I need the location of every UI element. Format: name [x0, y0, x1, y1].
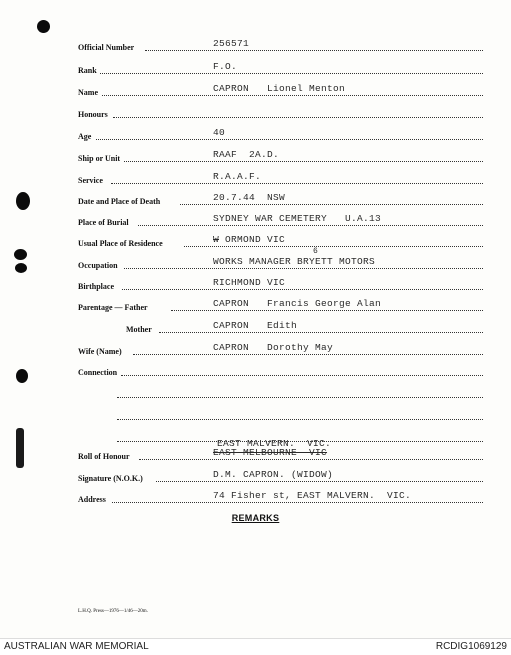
- field-line: [156, 481, 483, 482]
- field-value: D.M. CAPRON. (WIDOW): [213, 469, 334, 480]
- connection-extra-line: [0, 407, 511, 423]
- field-line: [113, 117, 483, 118]
- occupation-correction: 6: [313, 247, 318, 256]
- field-row-birthplace: [0, 277, 511, 293]
- field-line: [100, 73, 483, 74]
- institution-label: AUSTRALIAN WAR MEMORIAL: [4, 641, 149, 652]
- field-line: [138, 225, 483, 226]
- field-value: F.O.: [213, 61, 238, 72]
- field-label: Name: [78, 88, 98, 97]
- field-line: [171, 310, 483, 311]
- field-line: [180, 204, 483, 205]
- field-line: [124, 161, 483, 162]
- field-value: WORKS MANAGER BRYETT MOTORS: [213, 256, 376, 267]
- field-line: [124, 268, 483, 269]
- field-value: CAPRON Francis George Alan: [213, 298, 382, 309]
- field-row-father: [0, 298, 511, 314]
- field-label: Age: [78, 132, 92, 141]
- field-label: Ship or Unit: [78, 154, 121, 163]
- field-row-connection: [0, 363, 511, 379]
- field-label: Official Number: [78, 43, 135, 52]
- field-line: [133, 354, 483, 355]
- field-label: Service: [78, 176, 103, 185]
- field-label: Usual Place of Residence: [78, 239, 163, 248]
- field-line: [111, 183, 483, 184]
- field-line: [117, 397, 483, 398]
- punch-hole: [37, 20, 50, 33]
- reference-code: RCDIG1069129: [435, 641, 507, 652]
- field-row-ship-or-unit: [0, 149, 511, 165]
- field-value: EAST MALVERN. VIC.: [217, 438, 332, 449]
- field-line: [139, 459, 483, 460]
- field-label: Connection: [78, 368, 118, 377]
- field-value: RICHMOND VIC: [213, 277, 286, 288]
- field-line: [122, 289, 483, 290]
- field-row-rank: [0, 61, 511, 77]
- field-row-wife: [0, 342, 511, 358]
- field-value: 74 Fisher st, EAST MALVERN. VIC.: [213, 490, 412, 501]
- field-label: Roll of Honour: [78, 452, 130, 461]
- field-line: [184, 246, 483, 247]
- remarks-heading: REMARKS: [231, 513, 280, 523]
- field-label: Wife (Name): [78, 347, 122, 356]
- connection-extra-line: [0, 385, 511, 401]
- field-value: SYDNEY WAR CEMETERY U.A.13: [213, 213, 382, 224]
- field-value: CAPRON Lionel Menton: [213, 83, 346, 94]
- field-label: Signature (N.O.K.): [78, 474, 143, 483]
- field-line: [117, 419, 483, 420]
- field-value: 40: [213, 127, 226, 138]
- field-label: Place of Burial: [78, 218, 129, 227]
- field-value: R.A.A.F.: [213, 171, 262, 182]
- printer-note: L.H.Q. Press—1976—1/46—20m.: [78, 609, 148, 614]
- field-label: Mother: [126, 325, 152, 334]
- field-line: [145, 50, 483, 51]
- archive-footer: [0, 638, 511, 655]
- struck-value: EAST MELBOURNE VIC: [213, 447, 328, 458]
- field-label: Birthplace: [78, 282, 114, 291]
- field-row-signature: [0, 469, 511, 485]
- field-value: CAPRON Edith: [213, 320, 298, 331]
- field-label: Honours: [78, 110, 108, 119]
- field-row-usual-residence: [0, 234, 511, 250]
- field-row-occupation: [0, 247, 511, 272]
- field-value: 20.7.44 NSW: [213, 192, 286, 203]
- field-value: RAAF 2A.D.: [213, 149, 280, 160]
- field-label: Occupation: [78, 261, 118, 270]
- field-row-mother: [0, 320, 511, 336]
- field-label: Address: [78, 495, 106, 504]
- field-value: CAPRON Dorothy May: [213, 342, 334, 353]
- field-row-date-place-death: [0, 192, 511, 208]
- field-value: ORMOND VIC: [225, 234, 286, 245]
- field-row-place-burial: [0, 213, 511, 229]
- field-line: [121, 375, 483, 376]
- field-line: [102, 95, 483, 96]
- field-row-age: [0, 127, 511, 143]
- field-value: 256571: [213, 38, 250, 49]
- field-label: Rank: [78, 66, 97, 75]
- field-line: [112, 502, 483, 503]
- field-row-official-number: [0, 38, 511, 54]
- field-row-roll-of-honour: [0, 438, 511, 463]
- field-row-honours: [0, 105, 511, 121]
- field-label: Parentage — Father: [78, 303, 148, 312]
- field-label: Date and Place of Death: [78, 197, 161, 206]
- residence-prefix: W: [213, 234, 220, 245]
- field-row-address: [0, 490, 511, 506]
- field-line: [96, 139, 483, 140]
- field-row-name: [0, 83, 511, 99]
- field-line: [159, 332, 483, 333]
- field-row-service: [0, 171, 511, 187]
